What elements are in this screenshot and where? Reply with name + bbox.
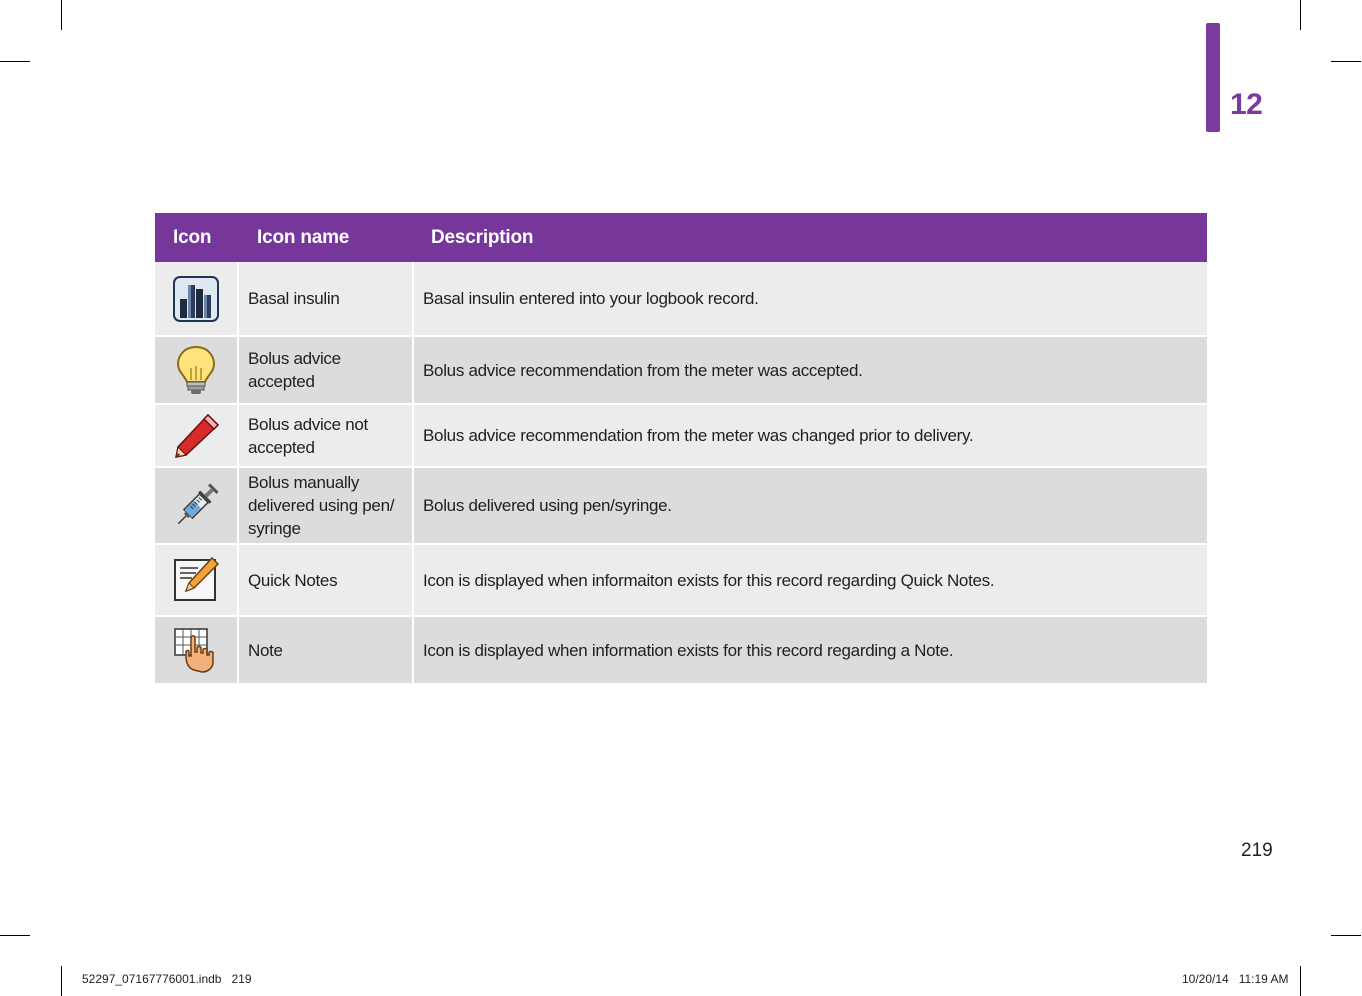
icon-description: Bolus advice recommendation from the meter was accepted. [413, 336, 1207, 404]
icon-description: Icon is displayed when information exists for this record regarding a Note. [413, 616, 1207, 684]
icon-description: Bolus delivered using pen/syringe. [413, 467, 1207, 544]
header-icon-name: Icon name [238, 213, 413, 262]
icon-name: Basal insulin [238, 262, 413, 336]
crop-mark [0, 61, 30, 62]
icon-name: Note [238, 616, 413, 684]
crop-mark [1331, 935, 1361, 936]
crop-mark [1300, 0, 1301, 30]
icon-cell [155, 336, 238, 404]
crop-mark [61, 966, 62, 996]
lightbulb-icon [155, 344, 237, 396]
icon-cell [155, 544, 238, 616]
icon-cell [155, 616, 238, 684]
icon-name: Bolus advice accepted [238, 336, 413, 404]
icon-description: Bolus advice recommendation from the meter was changed prior to delivery. [413, 404, 1207, 467]
table-row [155, 262, 1207, 336]
quick-notes-icon [155, 556, 237, 604]
icon-name: Bolus manually delivered using pen/ syringe [238, 467, 413, 544]
icon-cell [155, 467, 238, 544]
page-number: 219 [1241, 840, 1273, 861]
icon-name: Bolus advice not accepted [238, 404, 413, 467]
icon-name: Quick Notes [238, 544, 413, 616]
header-description: Description [413, 213, 1207, 262]
header-icon: Icon [155, 213, 238, 262]
pencil-icon [155, 413, 237, 459]
chapter-number: 12 [1230, 88, 1263, 121]
table-row [155, 336, 1207, 404]
icon-cell [155, 262, 238, 336]
crop-mark [1300, 966, 1301, 996]
table-row [155, 467, 1207, 544]
table-header-row [155, 213, 1207, 262]
table-row [155, 544, 1207, 616]
note-hand-icon [155, 626, 237, 674]
icon-description: Icon is displayed when informaiton exists for this record regarding Quick Notes. [413, 544, 1207, 616]
icon-cell [155, 404, 238, 467]
syringe-icon [155, 480, 237, 532]
footer-file-info: 52297_07167776001.indb 219 [82, 972, 252, 986]
chapter-tab-bar [1206, 23, 1220, 132]
crop-mark [0, 935, 30, 936]
basal-insulin-icon [155, 275, 237, 323]
icon-legend-table [155, 213, 1207, 685]
table-row [155, 404, 1207, 467]
icon-description: Basal insulin entered into your logbook record. [413, 262, 1207, 336]
table-row [155, 616, 1207, 684]
crop-mark [61, 0, 62, 30]
footer-timestamp: 10/20/14 11:19 AM [1182, 972, 1289, 986]
crop-mark [1331, 61, 1361, 62]
